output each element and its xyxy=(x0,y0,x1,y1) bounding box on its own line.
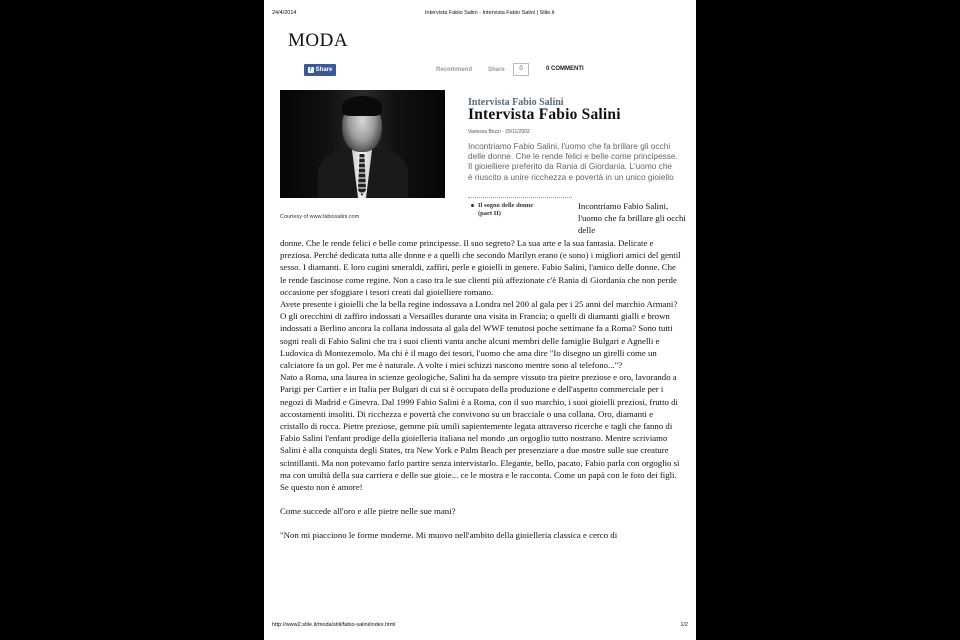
print-header-title: Intervista Fabio Salini - Intervista Fabio Salini | Stile.it xyxy=(425,10,555,16)
photo-hair xyxy=(342,96,382,116)
divider xyxy=(468,197,572,198)
recommend-button[interactable]: Recommend xyxy=(436,67,473,73)
paragraph-gap xyxy=(280,493,682,505)
document-page xyxy=(264,0,696,640)
facebook-icon: f xyxy=(308,67,314,73)
article-title: Intervista Fabio Salini xyxy=(468,106,621,123)
body-paragraph: Avete presente i gioielli che la bella regine indossava a Londra nel 200 al gala per i 25 anni del marchio Armani? O gli orecchini di zaffiro indossati a Versailles durante una visita in Francia; o quelli di diamanti gialli e brown indossati a Berlino ancora la collana indossata al gala del WWF tenutosi poche settimane fa a Roma? Sono tutti sogni reali di Fabio Salini che tra i suoi clienti vanta anche alcuni membri delle famiglie Bulgari e Agnelli e Ludovica di Montezemolo. Ma chi è il mago dei tesori, l'uomo che ama dire "Io disegno un girelli come un calciatore fa un gol. Per me è naturale. A volte i miei schizzi nascono mentre sono al telefono..."? xyxy=(280,299,678,371)
share-button[interactable]: Share xyxy=(488,67,505,73)
related-link-text[interactable]: Il sogno delle donne xyxy=(478,202,534,209)
body-paragraph: donne. Che le rende felici e belle come principesse. Il suo segreto? La sua arte e la sua fantasia. Delicate e preziosa. Perché dedicata tutta alle donne e a quelli che secondo Marilyn erano (e sono) i migliori amici del gentil sesso. I diamanti. E loro cugini smeraldi, zaffiri, perle e gioielli in genere. Fabio Salini, l'amico delle donne. Che le rende fascinose come regine. Non a caso tra le sue clienti più affezionate c'è Rania di Giordania che non perde occasione per sfoggiare i tesori creati dal gioielliere romano. xyxy=(280,238,681,297)
article-byline: Vanessa Bozzi - 29/11/2002 xyxy=(468,129,530,135)
article-body xyxy=(280,237,682,542)
related-link[interactable] xyxy=(471,202,575,218)
article-lead: Incontriamo Fabio Salini, l'uomo che fa brillare gli occhi delle donne. Che le rende felici e belle come principesse. Il gioielliere preferito da Rania di Giordania. L'uomo che è riuscito a unire ricchezza e povertà in un unico gioiello xyxy=(468,141,678,182)
facebook-share-label: Share xyxy=(315,67,333,73)
interview-question: Come succede all'oro e alle pietre nelle sue mani? xyxy=(280,506,456,517)
facebook-share-button[interactable] xyxy=(304,64,336,76)
share-count: 0 xyxy=(513,63,529,76)
paragraph-gap xyxy=(280,517,682,529)
article-kicker[interactable]: Intervista Fabio Salini xyxy=(468,97,564,108)
body-paragraph: Nato a Roma, una laurea in scienze geologiche, Salini ha da sempre vissuto tra pietre preziose e oro, lavorando a Parigi per Cartier e in Italia per Bulgari di cui si è occupato della produzione e dell'aspetto commerciale per i negozi di Madrid e Ginevra. Dal 1999 Fabio Salini è a Roma, con il suo marchio, i suoi gioielli preziosi, frutto di accostamenti insoliti. Di ricchezza e povertà che convivono su un bracciale o una collana. Oro, diamanti e cristallo di rocca. Pietre preziose, gemme più umili sapientemente legata attraverso ricerche e tagli che fanno di Fabio Salini l'enfant prodige della gioielleria italiana nel mondo ,un orgoglio tutto nostrano. Mentre scriviamo Salini è alla conquista degli States, tra New York e Palm Beach per presenziare a due mostre sulle sue creature scintillanti. Ma non potevamo farlo partire senza intervistarlo. Elegante, bello, pacato, Fabio parla con orgoglio sì ma con umiltà della sua carriera e delle sue gioie... ce le mostra e le racconta. Come un papà con le foto dei figli. Se questo non è amore! xyxy=(280,372,680,493)
page-number: 1/2 xyxy=(680,622,688,628)
related-link-subtext[interactable]: (part II) xyxy=(478,210,501,217)
section-title[interactable]: MODA xyxy=(288,30,349,51)
print-date: 24/4/2014 xyxy=(272,10,297,16)
photo-caption: Courtesy of www.fabiosalini.com xyxy=(280,214,360,220)
print-footer-url: http://www2.stile.it/moda/stili/fabio-salini/index.html xyxy=(272,622,396,628)
portrait-photo xyxy=(280,90,445,198)
comments-link[interactable]: 0 COMMENTI xyxy=(546,66,584,72)
bullet-icon xyxy=(471,204,474,207)
body-intro: Incontriamo Fabio Salini, l'uomo che fa brillare gli occhi delle xyxy=(578,201,686,236)
interview-answer: "Non mi piacciono le forme moderne. Mi muovo nell'ambito della gioielleria classica e cerco di xyxy=(280,530,618,541)
